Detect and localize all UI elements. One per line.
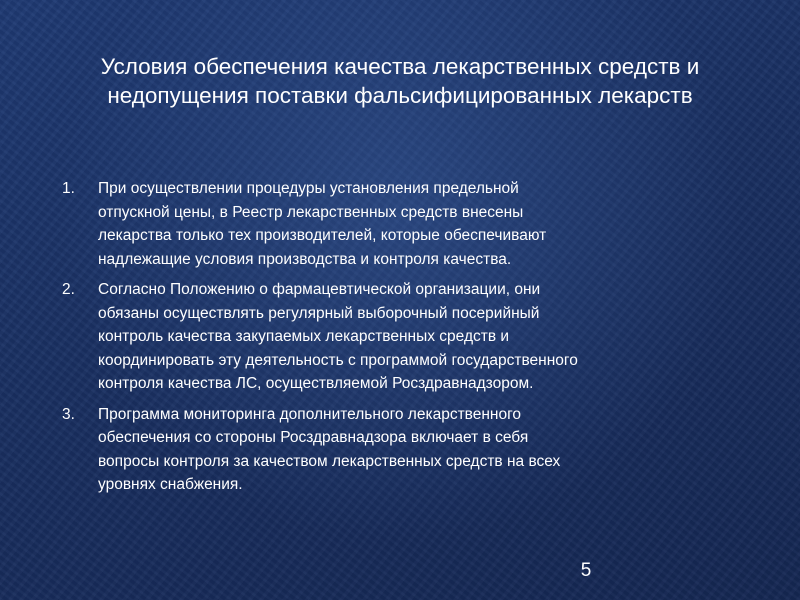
list-item-text-line: обязаны осуществлять регулярный выборочный посерийный	[98, 304, 540, 322]
list-item	[62, 177, 752, 271]
list-item-number: 2.	[62, 281, 75, 298]
slide-title-line: Условия обеспечения качества лекарственных средств и	[100, 54, 700, 79]
slide-title	[40, 52, 760, 110]
list-item	[62, 278, 752, 396]
list-item-text-line: надлежащие условия производства и контроля качества.	[98, 250, 512, 268]
list-item-text-line: контроль качества закупаемых лекарственных средств и	[98, 328, 510, 345]
slide-title-line: недопущения поставки фальсифицированных лекарств	[107, 83, 693, 108]
numbered-list	[62, 177, 752, 497]
list-item-text-line: вопросы контроля за качеством лекарственных средств на всех	[98, 452, 561, 470]
list-item	[62, 403, 752, 497]
list-item-text-line: При осуществлении процедуры установления предельной	[98, 180, 519, 197]
list-item-number: 1.	[62, 180, 75, 197]
list-item-text-line: координировать эту деятельность с программой государственного	[98, 351, 578, 369]
list-item-text-line: уровнях снабжения.	[98, 476, 243, 493]
list-item-text-line: отпускной цены, в Реестр лекарственных средств внесены	[98, 203, 524, 221]
list-item-text-line: контроля качества ЛС, осуществляемой Росздравнадзором.	[98, 375, 534, 392]
list-item-text-line: Программа мониторинга дополнительного лекарственного	[98, 405, 522, 423]
list-item-text-line: лекарства только тех производителей, которые обеспечивают	[98, 227, 547, 244]
list-item-number: 3.	[62, 405, 75, 423]
page-number: 5	[580, 560, 592, 581]
list-item-text-line: Согласно Положению о фармацевтической организации, они	[98, 281, 541, 298]
list-item-text-line: обеспечения со стороны Росздравнадзора включает в себя	[98, 429, 529, 446]
